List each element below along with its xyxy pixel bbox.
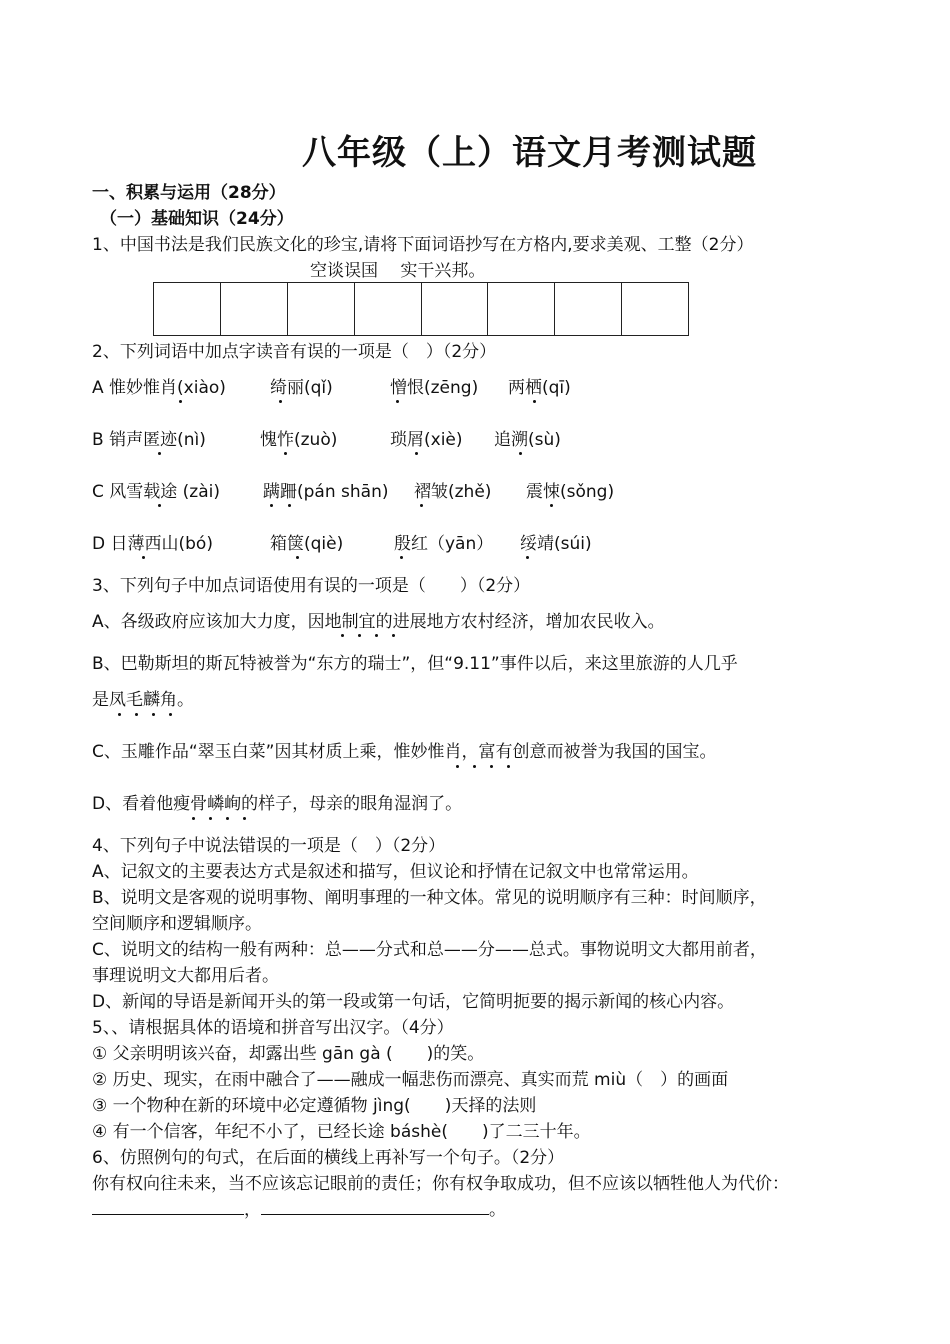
question-4: 4、下列句子中说法错误的一项是（ ）（2分） (92, 836, 446, 856)
q4-option-c-line2: 事理说明文大都用后者。 (92, 966, 279, 986)
emphasis-dot (192, 817, 195, 820)
answer-blank-1[interactable] (92, 1200, 244, 1215)
grid-cell[interactable] (154, 283, 221, 335)
section-subheading: （一）基础知识（24分） (100, 209, 294, 229)
grid-cell[interactable] (555, 283, 622, 335)
emphasis-dot (507, 765, 510, 768)
emphasis-dot (396, 400, 399, 403)
q2-option-a-1: A 惟妙惟肖(xiào) (92, 378, 226, 398)
emphasis-dot (519, 452, 522, 455)
grid-cell[interactable] (422, 283, 489, 335)
q6-answer-line (92, 1200, 506, 1221)
emphasis-dot (135, 713, 138, 716)
emphasis-dot (142, 556, 145, 559)
q2-option-c-1: C 风雪载途 (zài) (92, 482, 221, 502)
answer-separator: ， (244, 1200, 261, 1220)
emphasis-dot (392, 634, 395, 637)
emphasis-dot (400, 556, 403, 559)
q5-item-2: ② 历史、现实，在雨中融合了——融成一幅悲伤而漂亮、真实而荒 miù（ ）的画面 (92, 1070, 729, 1090)
question-6: 6、仿照例句的句式，在后面的横线上再补写一个句子。（2分） (92, 1148, 565, 1168)
q2-option-b-2: 愧怍(zuò) (260, 430, 338, 450)
grid-cell[interactable] (355, 283, 422, 335)
emphasis-dot (375, 634, 378, 637)
emphasis-dot (169, 713, 172, 716)
q2-option-d-2: 箱箧(qiè) (270, 534, 344, 554)
emphasis-dot (415, 452, 418, 455)
question-2: 2、下列词语中加点字读音有误的一项是（ ）（2分） (92, 342, 497, 362)
emphasis-dot (526, 556, 529, 559)
writing-grid[interactable] (153, 282, 689, 336)
q3-option-b-line1: B、巴勒斯坦的斯瓦特被誉为“东方的瑞士”，但“9.11”事件以后，来这里旅游的人几乎 (92, 654, 738, 674)
emphasis-dot (296, 556, 299, 559)
q4-option-a: A、记叙文的主要表达方式是叙述和描写，但议论和抒情在记叙文中也常常运用。 (92, 862, 699, 882)
q2-option-b-1: B 销声匿迹(nì) (92, 430, 206, 450)
emphasis-dot (358, 634, 361, 637)
q2-option-c-3: 褶皱(zhě) (414, 482, 492, 502)
answer-blank-2[interactable] (261, 1200, 489, 1215)
emphasis-dot (158, 504, 161, 507)
emphasis-dot (270, 504, 273, 507)
question-3: 3、下列句子中加点词语使用有误的一项是（ ）（2分） (92, 576, 531, 596)
emphasis-dot (341, 634, 344, 637)
q6-example: 你有权向往未来，当不应该忘记眼前的责任；你有权争取成功，但不应该以牺牲他人为代价： (92, 1174, 789, 1194)
emphasis-dot (550, 504, 553, 507)
q5-item-4: ④ 有一个信客，年纪不小了，已经长途 báshè( )了二三十年。 (92, 1122, 591, 1142)
q4-option-d: D、新闻的导语是新闻开头的第一段或第一句话，它简明扼要的揭示新闻的核心内容。 (92, 992, 735, 1012)
q2-option-d-1: D 日薄西山(bó) (92, 534, 213, 554)
q5-item-3: ③ 一个物种在新的环境中必定遵循物 jìng( )天择的法则 (92, 1096, 537, 1116)
q2-option-b-3: 琐屑(xiè) (390, 430, 463, 450)
question-5: 5、、请根据具体的语境和拼音写出汉字。（4分） (92, 1018, 454, 1038)
q2-option-b-4: 追溯(sù) (494, 430, 561, 450)
q4-option-c-line1: C、说明文的结构一般有两种：总——分式和总——分——总式。事物说明文大都用前者， (92, 940, 767, 960)
emphasis-dot (118, 713, 121, 716)
q2-option-d-3: 殷红（yān） (394, 534, 494, 554)
emphasis-dot (284, 452, 287, 455)
grid-cell[interactable] (288, 283, 355, 335)
q3-option-d: D、看着他瘦骨嶙峋的样子，母亲的眼角湿润了。 (92, 794, 463, 814)
emphasis-dot (420, 504, 423, 507)
grid-cell[interactable] (221, 283, 288, 335)
question-1: 1、中国书法是我们民族文化的珍宝,请将下面词语抄写在方格内,要求美观、工整（2分） (92, 235, 754, 255)
emphasis-dot (243, 817, 246, 820)
q2-option-a-3: 憎恨(zēng) (390, 378, 479, 398)
q2-option-c-4: 震悚(sǒng) (526, 482, 615, 502)
q2-option-a-4: 两栖(qī) (508, 378, 571, 398)
q3-option-a: A、各级政府应该加大力度，因地制宜的进展地方农村经济，增加农民收入。 (92, 612, 665, 632)
grid-cell[interactable] (488, 283, 555, 335)
emphasis-dot (288, 504, 291, 507)
emphasis-dot (473, 765, 476, 768)
q2-option-a-2: 绮丽(qǐ) (270, 378, 333, 398)
emphasis-dot (456, 765, 459, 768)
emphasis-dot (209, 817, 212, 820)
emphasis-dot (279, 400, 282, 403)
q3-option-c: C、玉雕作品“翠玉白菜”因其材质上乘，惟妙惟肖，富有创意而被誉为我国的国宝。 (92, 742, 717, 762)
grid-cell[interactable] (622, 283, 688, 335)
emphasis-dot (152, 713, 155, 716)
emphasis-dot (533, 400, 536, 403)
q3-option-b-line2: 是凤毛麟角。 (92, 690, 194, 710)
emphasis-dot (490, 765, 493, 768)
answer-end: 。 (489, 1200, 506, 1220)
q4-option-b-line2: 空间顺序和逻辑顺序。 (92, 914, 262, 934)
q2-option-d-4: 绥靖(súi) (520, 534, 592, 554)
q2-option-c-2: 蹒跚(pán shān) (263, 482, 389, 502)
q4-option-b-line1: B、说明文是客观的说明事物、阐明事理的一种文体。常见的说明顺序有三种：时间顺序， (92, 888, 767, 908)
question-1-words: 空谈误国 实干兴邦。 (310, 261, 486, 281)
emphasis-dot (226, 817, 229, 820)
emphasis-dot (158, 452, 161, 455)
page-title: 八年级（上）语文月考测试题 (302, 133, 757, 173)
section-heading: 一、积累与运用（28分） (92, 183, 286, 203)
emphasis-dot (179, 400, 182, 403)
q5-item-1: ① 父亲明明该兴奋，却露出些 gān gà ( )的笑。 (92, 1044, 485, 1064)
